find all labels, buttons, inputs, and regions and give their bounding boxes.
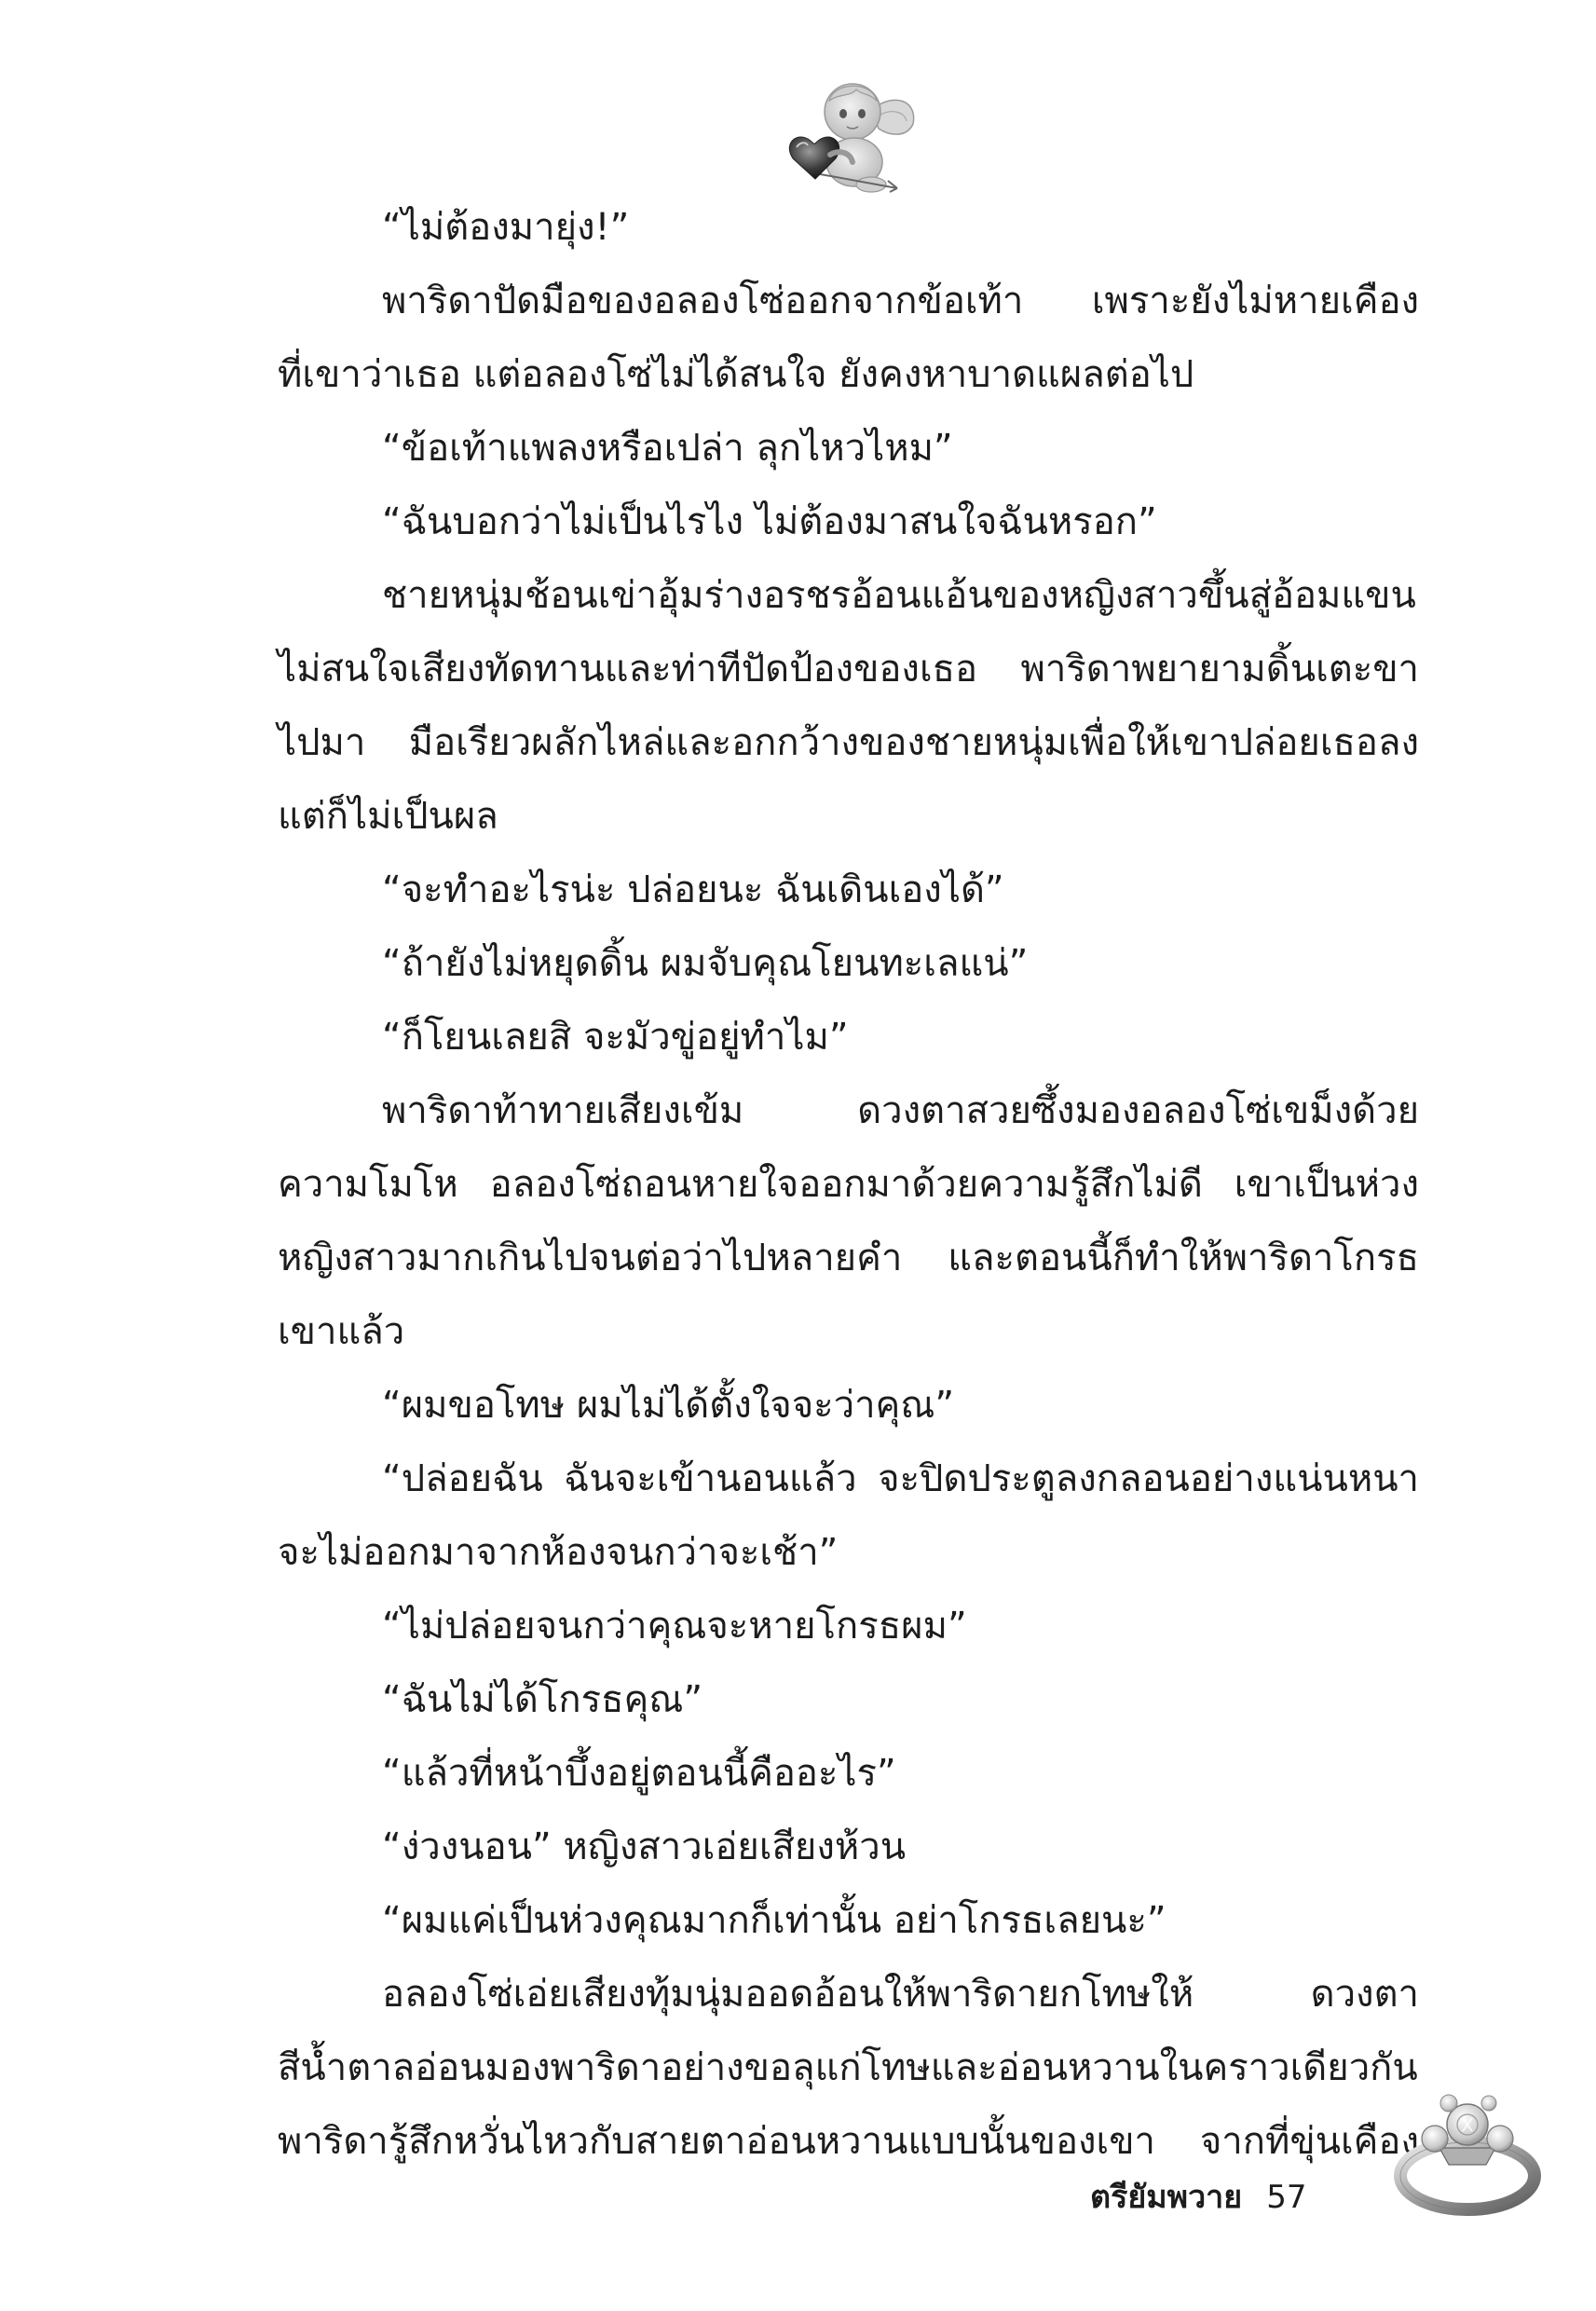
text-line: ความโมโห อลองโซ่ถอนหายใจออกมาด้วยความรู้สึกไม่ดี เขาเป็นห่วง	[278, 1163, 1419, 1206]
text-line: “ปล่อยฉัน ฉันจะเข้านอนแล้ว จะปิดประตูลงกลอนอย่างแน่นหนา	[382, 1457, 1419, 1500]
text-line: “ผมแค่เป็นห่วงคุณมากก็เท่านั้น อย่าโกรธเลยนะ”	[382, 1899, 1166, 1942]
text-line: “แล้วที่หน้าบึ้งอยู่ตอนนี้คืออะไร”	[382, 1752, 896, 1795]
text-line: พาริดารู้สึกหวั่นไหวกับสายตาอ่อนหวานแบบนั้นของเขา จากที่ขุ่นเคือง	[278, 2120, 1419, 2163]
text-line: “ไม่ปล่อยจนกว่าคุณจะหายโกรธผม”	[382, 1605, 967, 1648]
text-line: “ข้อเท้าแพลงหรือเปล่า ลุกไหวไหม”	[382, 427, 953, 470]
text-line: ที่เขาว่าเธอ แต่อลองโซ่ไม่ได้สนใจ ยังคงหาบาดแผลต่อไป	[278, 353, 1194, 396]
text-line: ไม่สนใจเสียงทัดทานและท่าทีปัดป้องของเธอ พาริดาพยายามดิ้นเตะขา	[278, 648, 1419, 691]
text-line: “จะทำอะไรน่ะ ปล่อยนะ ฉันเดินเองได้”	[382, 868, 1004, 911]
text-line: “ฉันไม่ได้โกรธคุณ”	[382, 1678, 703, 1721]
text-line: หญิงสาวมากเกินไปจนต่อว่าไปหลายคำ และตอนนี้ก็ทำให้พาริดาโกรธ	[278, 1237, 1419, 1279]
text-line: “ฉันบอกว่าไม่เป็นไรไง ไม่ต้องมาสนใจฉันหรอก”	[382, 500, 1157, 543]
text-line: “ไม่ต้องมายุ่ง!”	[382, 206, 630, 249]
text-line: “ก็โยนเลยสิ จะมัวขู่อยู่ทำไม”	[382, 1016, 849, 1059]
text-line: ชายหนุ่มช้อนเข่าอุ้มร่างอรชรอ้อนแอ้นของหญิงสาวขึ้นสู่อ้อมแขน	[382, 574, 1416, 617]
book-title: ตรียัมพวาย	[1090, 2179, 1243, 2216]
text-line: พาริดาท้าทายเสียงเข้ม ดวงตาสวยซึ้งมองอลองโซ่เขม็งด้วย	[382, 1089, 1419, 1132]
text-line: จะไม่ออกมาจากห้องจนกว่าจะเช้า”	[278, 1531, 839, 1574]
body-text	[278, 191, 1419, 2179]
text-line: เขาแล้ว	[278, 1310, 405, 1353]
page-footer	[1090, 2171, 1306, 2222]
text-line: “ง่วงนอน” หญิงสาวเอ่ยเสียงห้วน	[382, 1826, 907, 1868]
text-line: พาริดาปัดมือของอลองโซ่ออกจากข้อเท้า เพราะยังไม่หายเคือง	[382, 280, 1419, 322]
text-line: แต่ก็ไม่เป็นผล	[278, 795, 498, 838]
text-line: “ผมขอโทษ ผมไม่ได้ตั้งใจจะว่าคุณ”	[382, 1384, 955, 1427]
text-line: อลองโซ่เอ่ยเสียงทุ้มนุ่มออดอ้อนให้พาริดายกโทษให้ ดวงตา	[382, 1973, 1419, 2016]
text-line: สีน้ำตาลอ่อนมองพาริดาอย่างขอลุแก่โทษและอ่อนหวานในคราวเดียวกัน	[278, 2046, 1418, 2089]
page-number: 57	[1266, 2179, 1307, 2216]
text-line: ไปมา มือเรียวผลักไหล่และอกกว้างของชายหนุ่มเพื่อให้เขาปล่อยเธอลง	[278, 721, 1419, 764]
cupid-heart-icon	[778, 73, 927, 194]
ring-icon	[1388, 2083, 1547, 2222]
text-line: “ถ้ายังไม่หยุดดิ้น ผมจับคุณโยนทะเลแน่”	[382, 942, 1029, 985]
